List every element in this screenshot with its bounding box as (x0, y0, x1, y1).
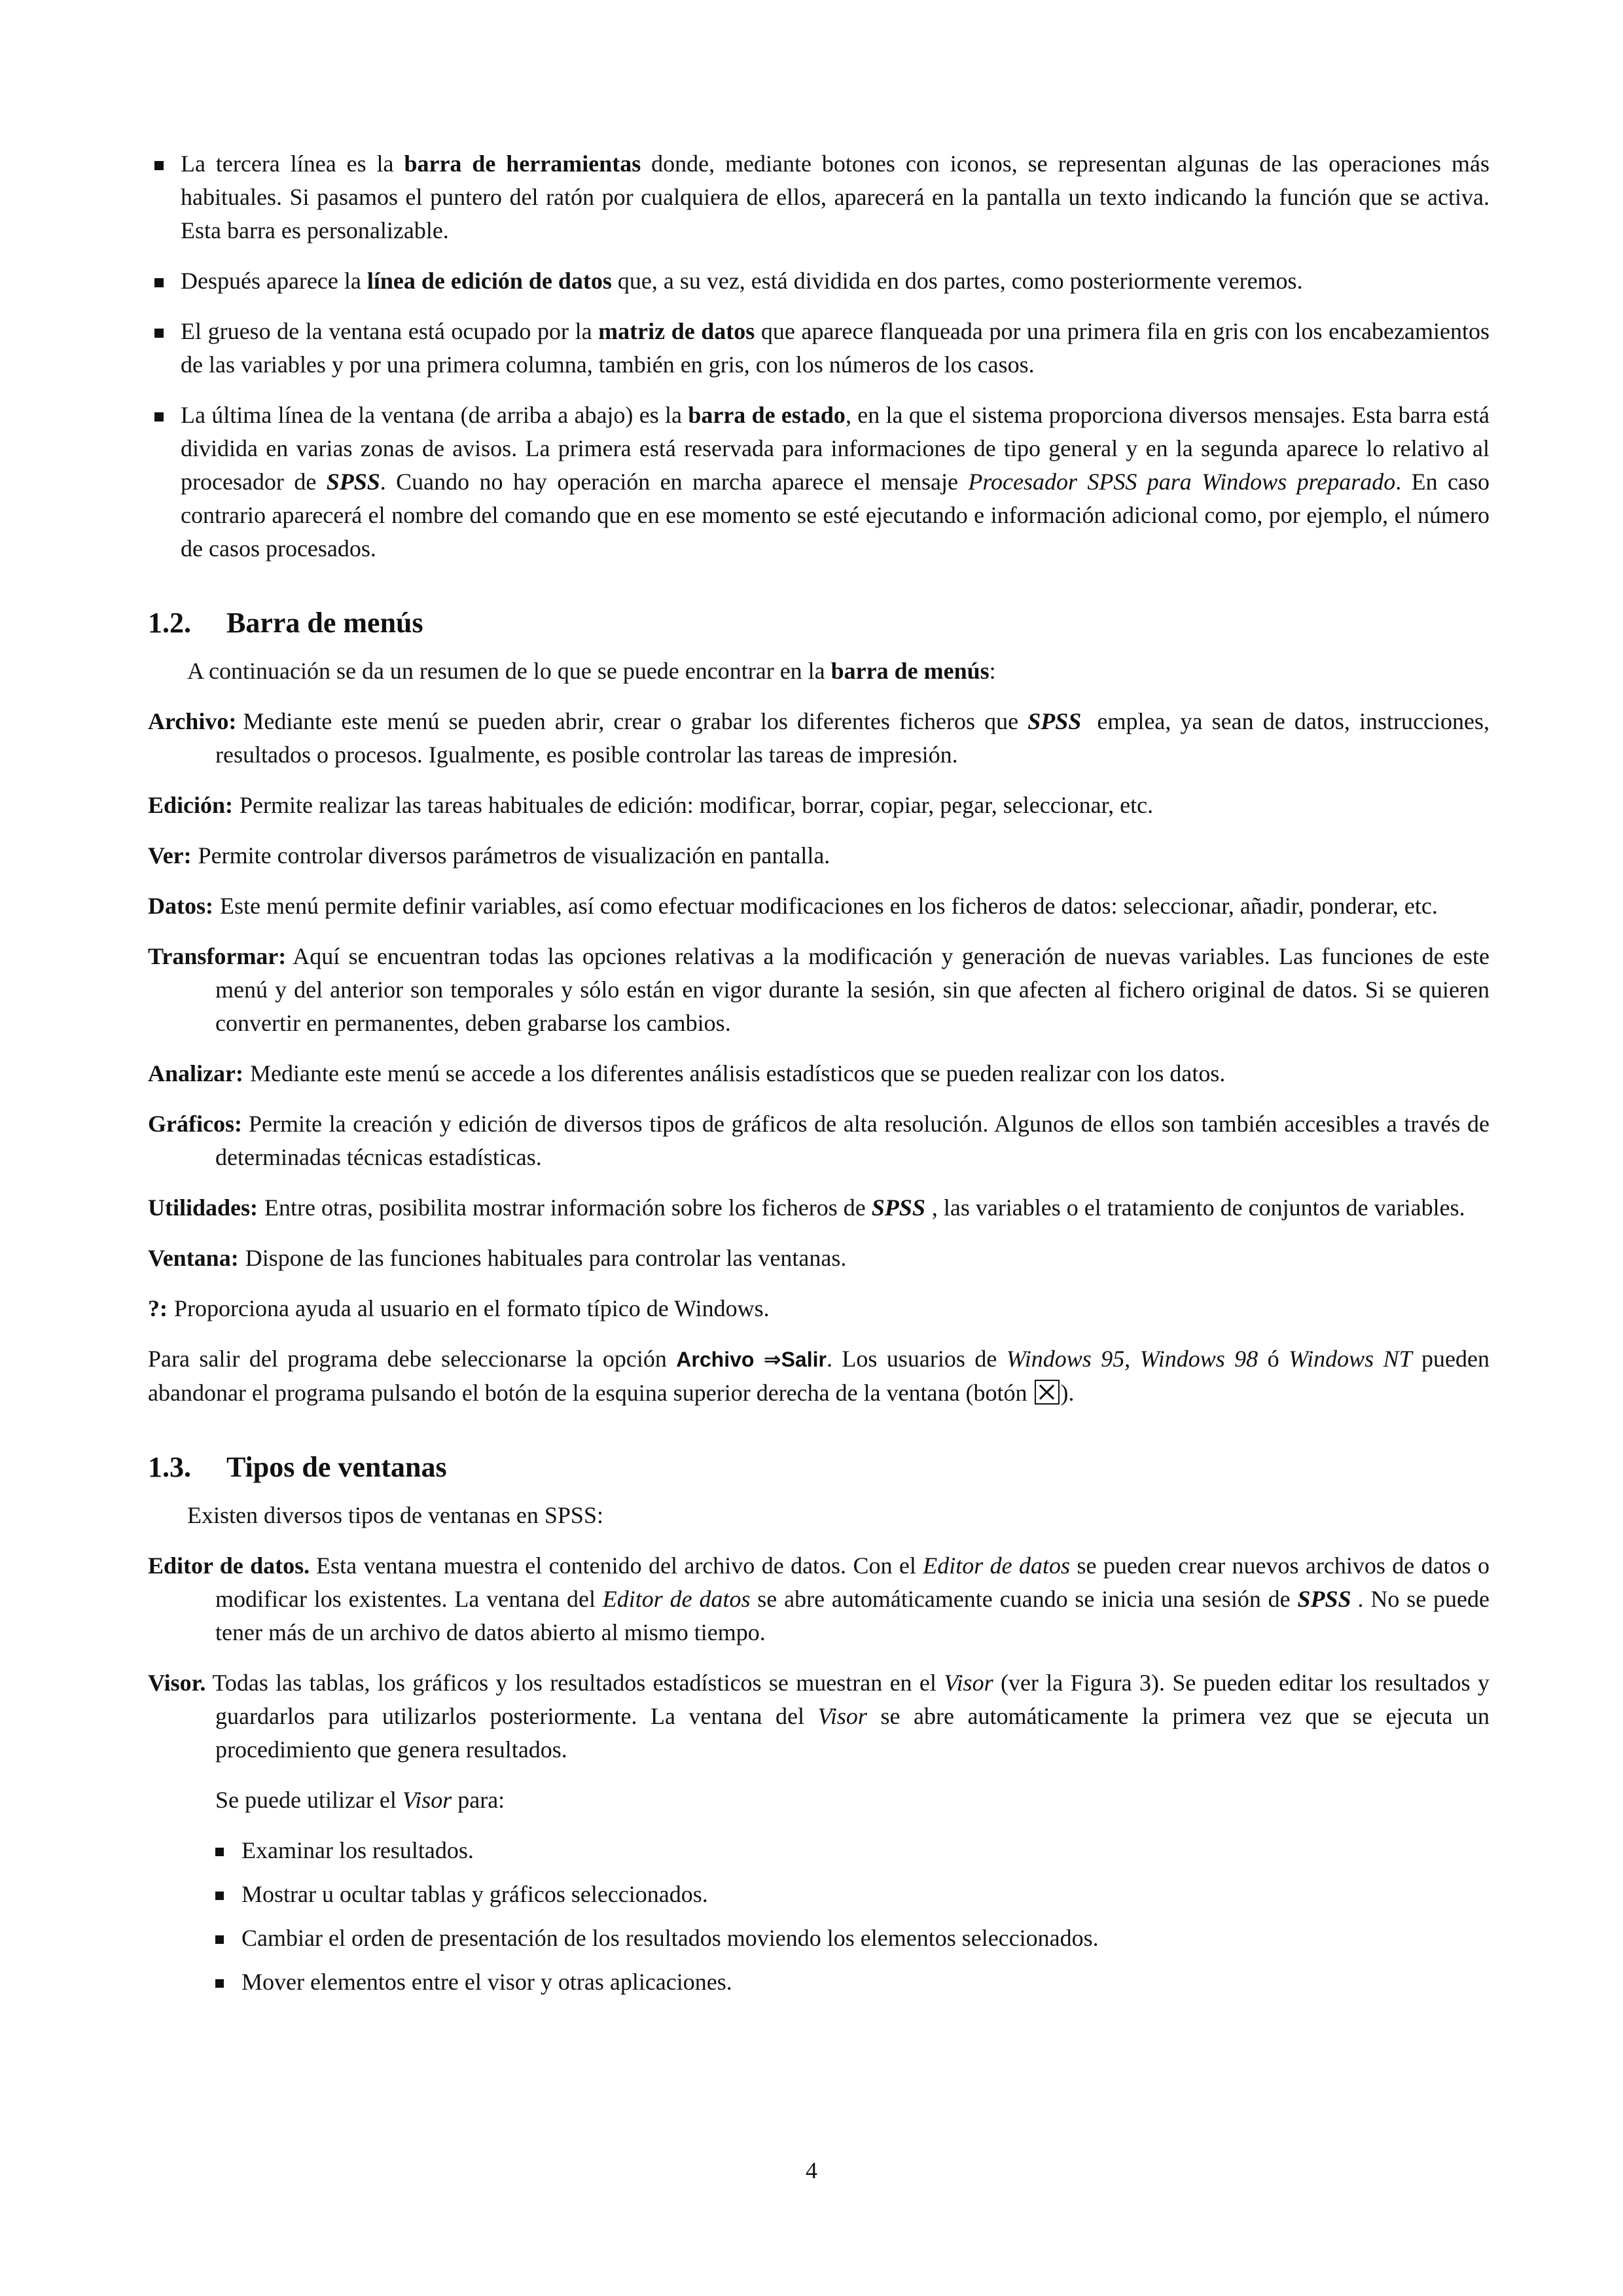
term-menu-bar: barra de menús (830, 658, 990, 684)
list-item (148, 399, 1489, 565)
text: que, a su vez, está dividida en dos partes, como posteriormente veremos. (611, 268, 1303, 294)
text: para: (452, 1787, 505, 1813)
text: pueden abandonar el programa pulsando el botón de la esquina superior derecha de la ventana (botón (148, 1346, 1490, 1406)
menu-def-graficos (148, 1107, 1489, 1174)
term-data-edit-line: línea de edición de datos (366, 268, 612, 294)
term-toolbar: barra de herramientas (404, 151, 641, 177)
window-def-editor (148, 1549, 1489, 1649)
os-name: Windows 95 (1006, 1346, 1125, 1372)
text: Permite la creación y edición de diversos tipos de gráficos de alta resolución. Algunos de ellos son también accesibles a través de determinadas técnicas estadísticas. (215, 1111, 1489, 1170)
text: se abre automáticamente cuando se inicia una sesión de (750, 1586, 1298, 1612)
text: El grueso de la ventana está ocupado por la (181, 318, 599, 344)
menu-term: Transformar: (148, 943, 287, 969)
menu-def-archivo (148, 705, 1489, 772)
menu-term: ?: (148, 1295, 168, 1321)
term-data-matrix: matriz de datos (598, 318, 755, 344)
section-title: Barra de menús (226, 607, 423, 639)
list-item: Cambiar el orden de presentación de los resultados moviendo los elementos seleccionados. (215, 1922, 1489, 1955)
text: : (989, 658, 996, 684)
menu-term: Datos: (148, 893, 213, 919)
menu-path: Archivo ⇒Salir (676, 1348, 827, 1371)
text: . No se puede tener más de un archivo de datos abierto al mismo tiempo. (215, 1586, 1489, 1645)
text: Permite controlar diversos parámetros de visualización en pantalla. (198, 842, 830, 869)
text: Permite realizar las tareas habituales de edición: modificar, borrar, copiar, pegar, seleccionar, etc. (240, 792, 1154, 818)
menu-term: Gráficos: (148, 1111, 242, 1137)
text: Todas las tablas, los gráficos y los resultados estadísticos se muestran en el (212, 1670, 944, 1696)
text: Mediante este menú se pueden abrir, crear o grabar los diferentes ficheros que (243, 708, 1028, 734)
list-item (148, 315, 1489, 382)
visor-uses-list (215, 1834, 1489, 1999)
text: emplea, ya sean de datos, instrucciones, resultados o procesos. Igualmente, es posible controlar las tareas de impresión. (215, 708, 1489, 768)
text: Entre otras, posibilita mostrar información sobre los ficheros de (264, 1194, 872, 1221)
page-content (148, 147, 1489, 2016)
spss-name: SPSS (1027, 708, 1082, 734)
text: que aparece flanqueada por una primera fila en gris con los encabezamientos de las variables y por una primera columna, también en gris, con los números de los casos. (181, 318, 1489, 378)
menu-def-datos (148, 889, 1489, 923)
window-definitions (148, 1549, 1489, 1999)
menu-term: Utilidades: (148, 1194, 259, 1221)
list-item (148, 147, 1489, 247)
text: (ver la Figura 3). Se pueden editar los resultados y guardarlos para utilizarlos posteriormente. La ventana del (215, 1670, 1489, 1729)
menu-def-ver (148, 839, 1489, 872)
text: se abre automáticamente la primera vez que se ejecuta un procedimiento que genera resultados. (215, 1703, 1489, 1763)
text: donde, mediante botones con iconos, se representan algunas de las operaciones más habituales. Si pasamos el puntero del ratón por cualquiera de ellos, aparecerá en la pantalla un texto indicando la función que se activa. Esta barra es personalizable. (181, 151, 1489, 243)
text: Esta ventana muestra el contenido del archivo de datos. Con el (316, 1552, 923, 1579)
section-title: Tipos de ventanas (226, 1451, 447, 1483)
close-button-icon (1035, 1380, 1060, 1405)
list-item: Mover elementos entre el visor y otras aplicaciones. (215, 1965, 1489, 1999)
window-term: Visor. (148, 1670, 206, 1696)
menu-def-ayuda (148, 1292, 1489, 1325)
os-name: Windows NT (1289, 1346, 1412, 1372)
section-number: 1.3. (148, 1451, 191, 1483)
menu-def-edicion (148, 789, 1489, 822)
window-term: Editor de datos. (148, 1552, 310, 1579)
menu-definitions (148, 705, 1489, 1325)
window-parts-list (148, 147, 1489, 565)
text: . En caso contrario aparecerá el nombre del comando que en ese momento se esté ejecutando e información adicional como, por ejemplo, el número de casos procesados. (181, 469, 1490, 562)
menu-term: Analizar: (148, 1060, 243, 1086)
text: La última línea de la ventana (de arriba a abajo) es la (181, 402, 688, 428)
spss-name: SPSS (871, 1194, 925, 1221)
text: Mediante este menú se accede a los diferentes análisis estadísticos que se pueden realizar con los datos. (249, 1060, 1226, 1086)
status-message: Procesador SPSS para Windows preparado (968, 469, 1396, 495)
menus-intro (148, 655, 1489, 688)
page-number: 4 (806, 2157, 817, 2183)
italic-term: Editor de datos (602, 1586, 751, 1612)
text: . Los usuarios de (826, 1346, 1007, 1372)
menu-term: Edición: (148, 792, 234, 818)
menu-term: Ventana: (148, 1245, 239, 1271)
text: ). (1060, 1380, 1075, 1406)
italic-term: Visor (817, 1703, 867, 1729)
spss-name: SPSS (326, 469, 380, 495)
text: , las variables o el tratamiento de conjuntos de variables. (931, 1194, 1465, 1221)
italic-term: Visor (402, 1787, 452, 1813)
menu-def-utilidades (148, 1191, 1489, 1225)
text: A continuación se da un resumen de lo que se puede encontrar en la (187, 658, 831, 684)
list-item: Mostrar u ocultar tablas y gráficos seleccionados. (215, 1878, 1489, 1911)
os-name: Windows 98 (1139, 1346, 1258, 1372)
list-item (148, 264, 1489, 298)
list-item: Examinar los resultados. (215, 1834, 1489, 1867)
text: Se puede utilizar el (215, 1787, 402, 1813)
menu-term: Archivo: (148, 708, 237, 734)
text: Dispone de las funciones habituales para controlar las ventanas. (245, 1245, 847, 1271)
text: se pueden crear nuevos archivos de datos o modificar los existentes. La ventana del (215, 1552, 1489, 1612)
italic-term: Visor (944, 1670, 993, 1696)
section-number: 1.2. (148, 607, 191, 639)
menu-def-ventana (148, 1242, 1489, 1275)
section-heading-menus (148, 605, 1489, 641)
italic-term: Editor de datos (923, 1552, 1071, 1579)
text: , en la que el sistema proporciona diversos mensajes. Esta barra está dividida en varias zonas de avisos. La primera está reservada para informaciones de tipo general y en la segunda aparece lo relativo al procesador de (181, 402, 1490, 495)
text: , (1124, 1346, 1140, 1372)
text: Proporciona ayuda al usuario en el formato típico de Windows. (174, 1295, 770, 1321)
menu-def-analizar (148, 1057, 1489, 1090)
text: Aquí se encuentran todas las opciones relativas a la modificación y generación de nuevas variables. Las funciones de este menú y del anterior son temporales y sólo están en vigor durante la sesión, sin que afecten al fichero original de datos. Si se quieren convertir en permanentes, deben grabarse los cambios. (215, 943, 1489, 1036)
text: . Cuando no hay operación en marcha aparece el mensaje (380, 469, 969, 495)
term-status-bar: barra de estado (688, 402, 846, 428)
text: Este menú permite definir variables, así como efectuar modificaciones en los ficheros de datos: seleccionar, añadir, ponderar, etc. (219, 893, 1438, 919)
text: Después aparece la (181, 268, 367, 294)
text: La tercera línea es la (181, 151, 404, 177)
windows-intro: Existen diversos tipos de ventanas en SPSS: (187, 1502, 603, 1528)
section-heading-windows (148, 1449, 1489, 1486)
exit-instructions (148, 1342, 1489, 1410)
visor-uses-intro (215, 1784, 1489, 1999)
menu-def-transformar (148, 940, 1489, 1040)
window-def-visor (148, 1666, 1489, 1999)
spss-name: SPSS (1297, 1586, 1351, 1612)
text: Para salir del programa debe seleccionarse la opción (148, 1346, 677, 1372)
menu-term: Ver: (148, 842, 192, 869)
text: ó (1258, 1346, 1289, 1372)
